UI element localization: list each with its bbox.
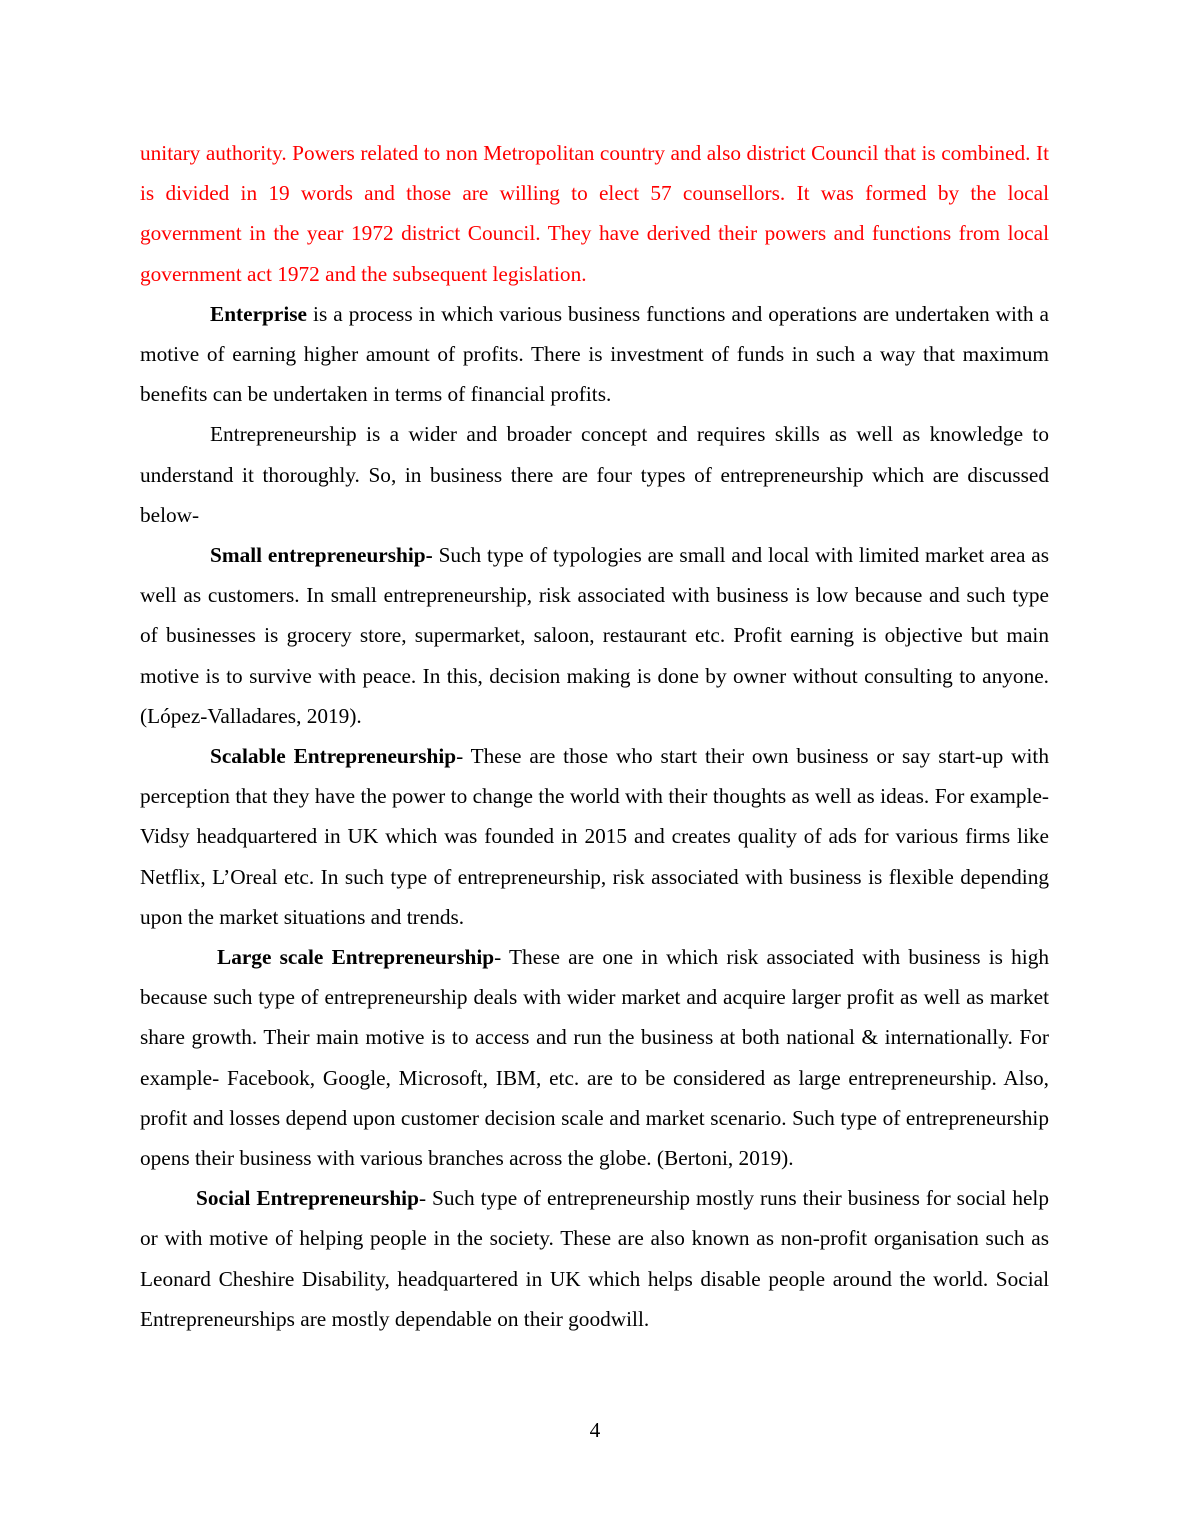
term-small-entrepreneurship: Small entrepreneurship- bbox=[210, 543, 433, 568]
paragraph-large-scale-entrepreneurship bbox=[140, 937, 1049, 1178]
paragraph-unitary-authority: unitary authority. Powers related to non Metropolitan country and also district Council that is combined. It is divided in 19 words and those are willing to elect 57 counsellors. It was formed by the local government in the year 1972 district Council. They have derived their powers and functions from local government act 1972 and the subsequent legislation. bbox=[140, 141, 1049, 286]
paragraph-enterprise bbox=[140, 294, 1049, 415]
document-body bbox=[140, 133, 1049, 1339]
paragraph-social-entrepreneurship-text: - Such type of entrepreneurship mostly runs their business for social help or with motive of helping people in the society. These are also known as non-profit organisation such as Leonard Cheshire Disability, headquartered in UK which helps disable people around the world. Social Entrepreneurships are mostly dependable on their goodwill. bbox=[140, 1186, 1049, 1331]
paragraph-scalable-entrepreneurship-text: - These are those who start their own business or say start-up with perception that they have the power to change the world with their thoughts as well as ideas. For example- Vidsy headquartered in UK which was founded in 2015 and creates quality of ads for various firms like Netflix, L’Oreal etc. In such type of entrepreneurship, risk associated with business is flexible depending upon the market situations and trends. bbox=[140, 744, 1049, 929]
term-scalable-entrepreneurship: Scalable Entrepreneurship bbox=[210, 744, 457, 769]
paragraph-entrepreneurship: Entrepreneurship is a wider and broader concept and requires skills as well as knowledge to understand it thoroughly. So, in business there are four types of entrepreneurship which are discussed below- bbox=[140, 422, 1049, 527]
paragraph-enterprise-text: is a process in which various business functions and operations are undertaken with a motive of earning higher amount of profits. There is investment of funds in such a way that maximum benefits can be undertaken in terms of financial profits. bbox=[140, 301, 1049, 407]
paragraph-scalable-entrepreneurship bbox=[140, 736, 1049, 937]
term-social-entrepreneurship: Social Entrepreneurship bbox=[196, 1186, 419, 1211]
paragraph-small-entrepreneurship-text: Such type of typologies are small and local with limited market area as well as customers. In small entrepreneurship, risk associated with business is low because and such type of businesses is grocery store, supermarket, saloon, restaurant etc. Profit earning is objective but main motive is to survive with peace. In this, decision making is done by owner without consulting to anyone. (López-Valladares, 2019). bbox=[140, 543, 1049, 728]
paragraph-social-entrepreneurship bbox=[140, 1178, 1049, 1339]
paragraph-small-entrepreneurship bbox=[140, 535, 1049, 736]
page-number: 4 bbox=[589, 1418, 601, 1442]
term-large-scale-entrepreneurship: Large scale Entrepreneurship bbox=[217, 945, 495, 970]
paragraph-large-scale-entrepreneurship-text: - These are one in which risk associated with business is high because such type of entrepreneurship deals with wider market and acquire larger profit as well as market share growth. Their main motive is to access and run the business at both national & internationally. For example- Facebook, Google, Microsoft, IBM, etc. are to be considered as large entrepreneurship. Also, profit and losses depend upon customer decision scale and market scenario. Such type of entrepreneurship opens their business with various branches across the globe. (Bertoni, 2019). bbox=[140, 945, 1050, 1171]
term-enterprise: Enterprise bbox=[210, 301, 308, 326]
